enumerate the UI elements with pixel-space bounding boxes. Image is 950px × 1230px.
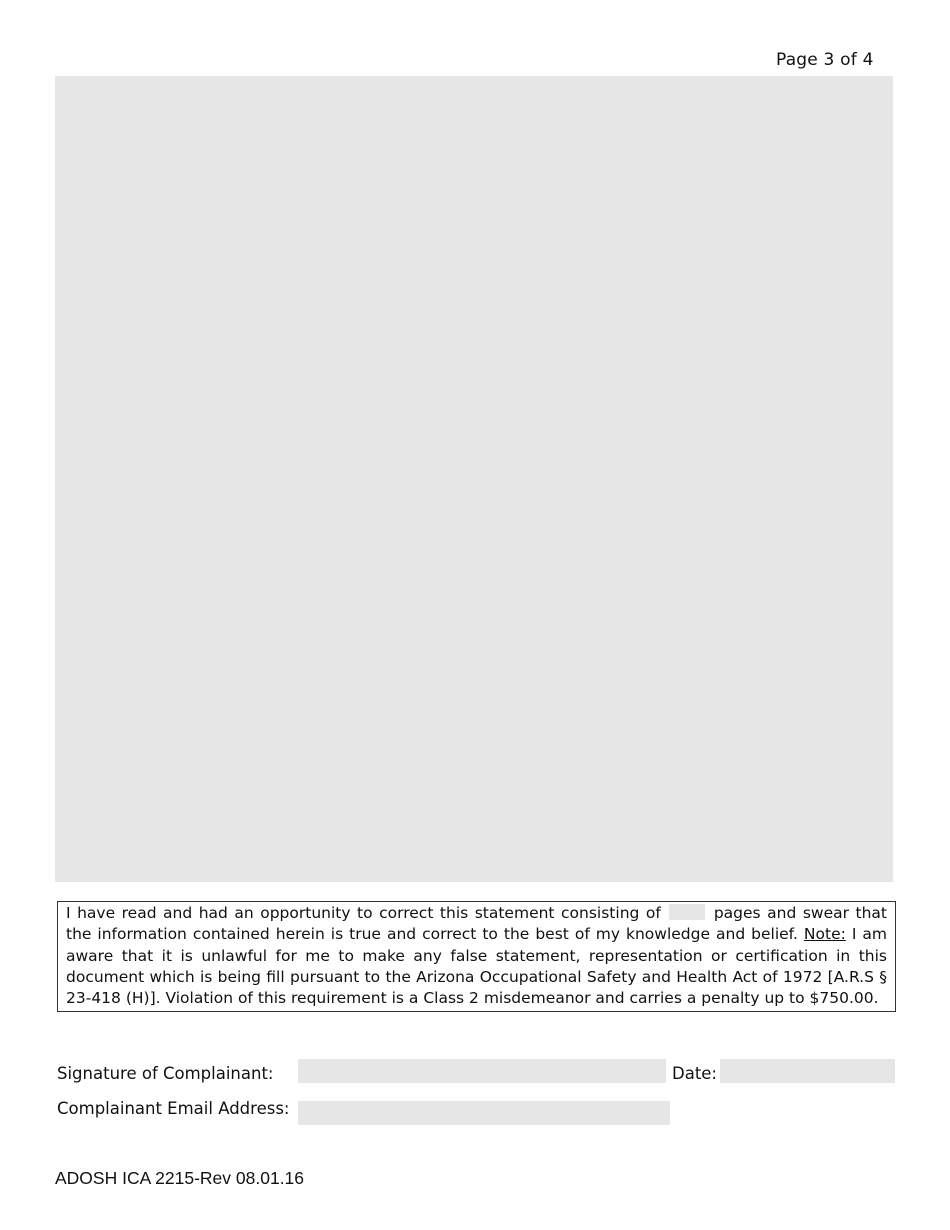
statement-text-area[interactable] [55,76,893,882]
page-number: Page 3 of 4 [776,50,874,70]
date-label: Date: [672,1064,717,1083]
email-field[interactable] [298,1101,670,1125]
signature-field[interactable] [298,1059,666,1083]
signature-label: Signature of Complainant: [57,1064,274,1083]
declaration-sentence-end: pages and swear that the information contained herein is true and correct to the best of my knowledge and belief. [66,904,887,944]
declaration-box [57,901,896,1012]
note-text: I am aware that it is unlawful for me to make any false statement, representation or certification in this document which is being fill pursuant to the Arizona Occupational Safety and Health Act of 1972 [A.R.S § 23-418 (H)]. Violation of this requirement is a Class 2 misdemeanor and carries a penalty up to $750.00. [66,925,887,1008]
date-field[interactable] [720,1059,895,1083]
note-label: Note: [803,925,846,944]
form-code: ADOSH ICA 2215-Rev 08.01.16 [55,1168,305,1188]
email-label: Complainant Email Address: [57,1099,290,1118]
declaration-sentence-start: I have read and had an opportunity to correct this statement consisting of [66,904,661,922]
declaration-text [66,903,887,1009]
pages-count-field[interactable] [669,904,705,920]
